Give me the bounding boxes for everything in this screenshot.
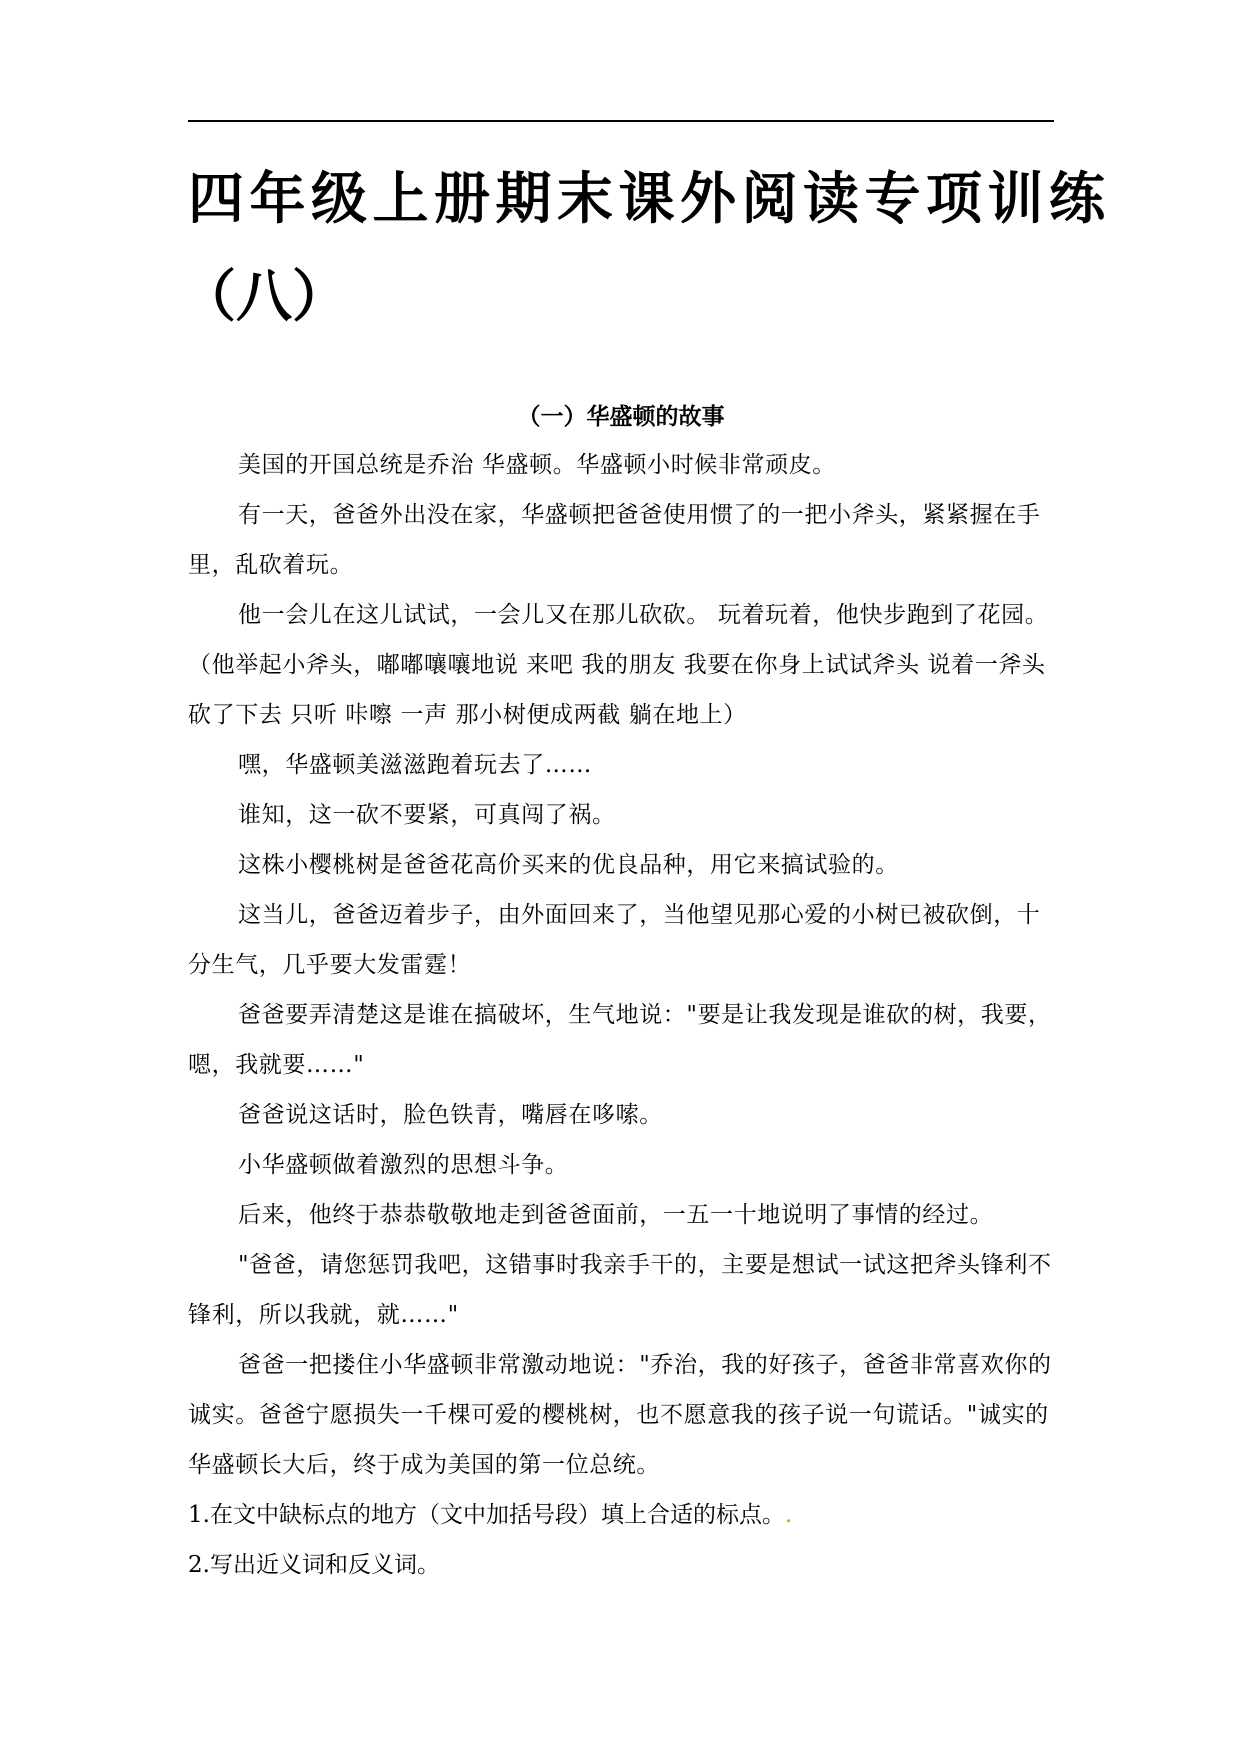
passage-paragraph: 美国的开国总统是乔治 华盛顿。华盛顿小时候非常顽皮。 bbox=[238, 452, 836, 478]
passage-paragraph: 爸爸要弄清楚这是谁在搞破坏，生气地说："要是让我发现是谁砍的树，我要，嗯，我就要……" bbox=[188, 1002, 1052, 1078]
passage-paragraph: 谁知，这一砍不要紧，可真闯了祸。 bbox=[238, 802, 616, 828]
document-title-line-2: （八） bbox=[180, 265, 348, 330]
passage-paragraph: 后来，他终于恭恭敬敬地走到爸爸面前，一五一十地说明了事情的经过。 bbox=[238, 1202, 994, 1228]
passage-paragraph: 嘿，华盛顿美滋滋跑着玩去了…… bbox=[238, 752, 592, 778]
passage-paragraph: 这当儿，爸爸迈着步子，由外面回来了，当他望见那心爱的小树已被砍倒，十分生气，几乎要大发雷霆！ bbox=[188, 902, 1041, 978]
header-rule bbox=[188, 120, 1054, 122]
question-1-text: 1.在文中缺标点的地方（文中加括号段）填上合适的标点。 bbox=[188, 1502, 785, 1528]
question-1-trailing-mark: . bbox=[784, 1502, 793, 1528]
passage-paragraph: "爸爸，请您惩罚我吧，这错事时我亲手干的，主要是想试一试这把斧头锋利不锋利，所以我就，就……" bbox=[188, 1252, 1052, 1328]
question-1 bbox=[188, 1490, 1054, 1540]
passage-paragraph: 他一会儿在这儿试试，一会儿又在那儿砍砍。 玩着玩着，他快步跑到了花园。（他举起小斧头，嘟嘟嚷嚷地说 来吧 我的朋友 我要在你身上试试斧头 说着一斧头砍了下去 只听 咔嚓 一声 那小树便成两截 躺在地上） bbox=[188, 602, 1049, 728]
passage-body bbox=[188, 440, 1054, 1590]
passage-paragraph: 小华盛顿做着激烈的思想斗争。 bbox=[238, 1152, 569, 1178]
passage-paragraph: 爸爸一把搂住小华盛顿非常激动地说："乔治，我的好孩子，爸爸非常喜欢你的诚实。爸爸宁愿损失一千棵可爱的樱桃树，也不愿意我的孩子说一句谎话。"诚实的华盛顿长大后，终于成为美国的第一位总统。 bbox=[188, 1352, 1052, 1478]
passage-paragraph: 爸爸说这话时，脸色铁青，嘴唇在哆嗦。 bbox=[238, 1102, 663, 1128]
passage-paragraph: 有一天，爸爸外出没在家，华盛顿把爸爸使用惯了的一把小斧头，紧紧握在手里，乱砍着玩。 bbox=[188, 502, 1041, 578]
document-title-line-1: 四年级上册期末课外阅读专项训练 bbox=[188, 167, 1111, 232]
question-2: 2.写出近义词和反义词。 bbox=[188, 1552, 440, 1578]
section-title: （一）华盛顿的故事 bbox=[517, 403, 725, 430]
passage-paragraph: 这株小樱桃树是爸爸花高价买来的优良品种，用它来搞试验的。 bbox=[238, 852, 899, 878]
